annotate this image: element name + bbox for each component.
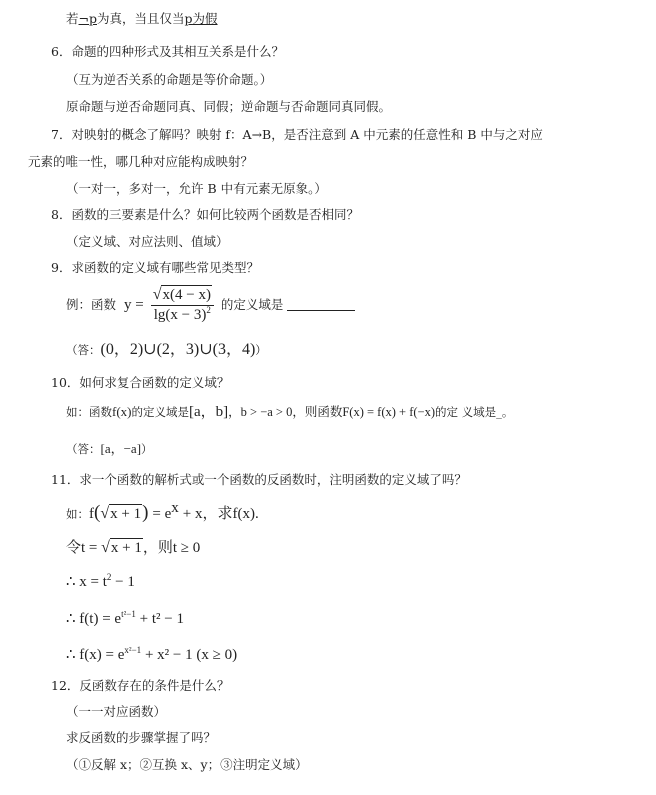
q11-step1 [66,572,135,590]
q9-question: 9．求函数的定义域有哪些常见类型？ [51,260,259,275]
q12-answer: （一一对应函数） [66,704,167,719]
q10-example-prefix: 如：函数 [66,405,112,419]
top-line-mid: 为真，当且仅当 [97,11,185,26]
top-line [66,13,218,26]
q10-example [66,405,513,420]
q9-example-suffix: 的定义域是 [220,296,284,312]
q11-step2-tail: + t² − 1 [139,611,184,627]
q11-ex-rad: x + 1 [110,506,142,522]
q11-let: 令t = √x + 1，则t ≥ 0 [66,539,201,556]
q9-answer-prefix: （答： [66,343,101,357]
q11-step3-main: ∴ f(x) = e [66,647,125,663]
q11-ex-f: f [89,506,94,522]
q7-question-line2: 元素的唯一性，哪几种对应能构成映射？ [28,154,254,169]
q10-condition: ，b > −a > 0，则函数 [228,405,343,419]
neg-p: ¬p [78,11,97,26]
q11-step2-exp: t²−1 [121,609,136,619]
q10-domain-text: 的定义域是 [131,405,189,419]
q11-step2-main: ∴ f(t) = e [66,611,122,627]
q10-Fx-formula: F(x) = f(x) + f(−x) [342,405,436,419]
q9-den-exp: 2 [206,305,211,315]
q9-blank [287,310,355,311]
q10-interval: [a，b] [189,404,229,420]
q9-answer-value: (0，2)∪(2，3)∪(3，4) [100,341,256,358]
q6-question: 6．命题的四种形式及其相互关系是什么？ [51,44,284,59]
q10-answer-value: [a，−a] [100,441,142,456]
q12-steps: （①反解 x；②互换 x、y；③注明定义域） [66,757,308,772]
q10-tail: 的定 义域是_。 [435,405,514,419]
q11-step2 [66,609,184,627]
q10-answer [66,442,153,456]
q12-follow: 求反函数的步骤掌握了吗？ [66,730,217,745]
q6-answer: （互为逆否关系的命题是等价命题。） [66,72,273,87]
sqrt-sign: √ [152,286,162,303]
q7-answer: （一对一，多对一，允许 B 中有元素无原象。） [66,181,327,196]
q9-example-prefix: 例：函数 [66,296,117,312]
q11-ex-rhs: = e [152,506,172,522]
q9-example [66,287,355,323]
q10-question: 10．如何求复合函数的定义域？ [51,375,230,390]
q11-step3-exp: x²−1 [124,645,142,655]
q9-denominator: lg(x − 3) [153,307,207,323]
top-line-text: 若 [66,11,79,26]
q11-step1-exp: 2 [106,572,112,582]
q6-note: 原命题与逆否命题同真、同假；逆命题与否命题同真同假。 [66,99,392,114]
q9-fraction [151,287,214,323]
q7-question-line1: 7．对映射的概念了解吗？映射 f：A→B，是否注意到 A 中元素的任意性和 B 中与之对应 [51,127,543,142]
q11-step3 [66,645,238,663]
q9-answer-suffix: ） [255,343,267,357]
q9-numerator: x(4 − x) [162,287,211,303]
q11-step1-main: ∴ x = t [66,574,107,590]
q10-answer-prefix: （答： [66,442,101,456]
q8-question: 8．函数的三要素是什么？如何比较两个函数是否相同？ [51,207,359,222]
q11-let-tail: ，则t ≥ 0 [142,540,201,556]
q11-ex-exp: x [171,500,179,516]
q11-step3-tail: + x² − 1 (x ≥ 0) [144,647,238,663]
q11-question: 11．求一个函数的解析式或一个函数的反函数时，注明函数的定义域了吗？ [51,472,467,487]
q9-answer [66,342,267,358]
p-symbol: p [184,11,193,26]
q11-let-rad: x + 1 [110,540,142,556]
q12-question: 12．反函数存在的条件是什么？ [51,678,230,693]
q11-let-prefix: 令t = [66,540,98,556]
q11-example: 如：$f(√x + 1) = e^x + x$，求f(x). [66,500,259,523]
top-line-tail: 为假 [192,11,218,26]
q11-ex-tail: + x，求f(x). [182,506,259,522]
q9-y-eq: y = [124,296,144,313]
q11-ex-prefix: 如： [66,507,89,521]
q10-answer-suffix: ） [141,442,153,456]
q10-fx: f(x) [112,404,132,419]
q11-step1-tail: − 1 [115,574,135,590]
q8-answer: （定义域、对应法则、值域） [66,234,229,249]
